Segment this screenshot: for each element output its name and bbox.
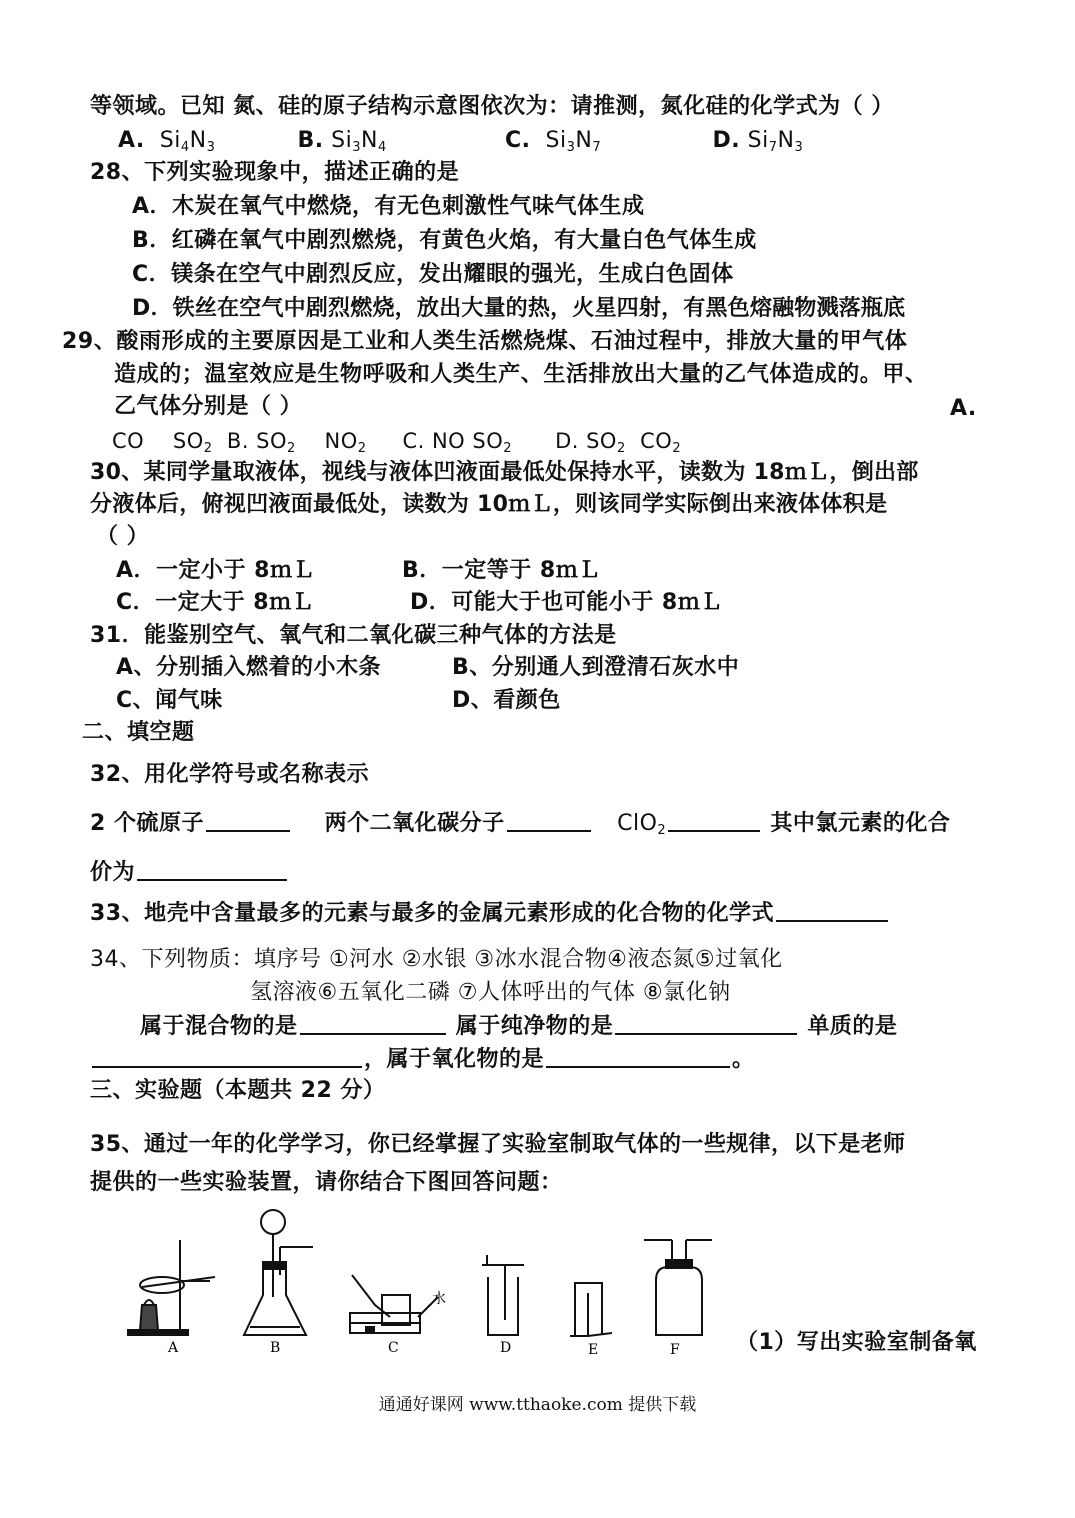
lab-apparatus-figure: [120, 1205, 740, 1355]
q29-line2: 造成的；温室效应是生物呼吸和人类生产、生活排放出大量的乙气体造成的。甲、: [114, 362, 928, 387]
q32-stem: 32、用化学符号或名称表示: [90, 762, 370, 787]
q31-option-d: D、看颜色: [452, 688, 561, 713]
apparatus-c: [350, 1275, 438, 1333]
q30-option-a: A．一定小于 8ｍＬ: [116, 558, 315, 583]
q33: 33、地壳中含量最多的元素与最多的金属元素形成的化合物的化学式: [90, 898, 890, 929]
q28-option-b: B．红磷在氧气中剧烈燃烧，有黄色火焰，有大量白色气体生成: [132, 228, 757, 253]
label-d: D: [500, 1340, 512, 1355]
apparatus-e: [570, 1283, 612, 1336]
q32-line1: 2 个硫原子 两个二氧化碳分子 ClO$_2$ 其中氯元素的化合: [90, 808, 950, 846]
q31-stem: 31．能鉴别空气、氧气和二氧化碳三种气体的方法是: [90, 623, 617, 648]
label-f: F: [670, 1342, 680, 1355]
q31-option-a: A、分别插入燃着的小木条: [116, 655, 382, 680]
water-label: 水: [432, 1291, 446, 1307]
q28-stem: 28、下列实验现象中，描述正确的是: [90, 160, 460, 185]
apparatus-b: [244, 1210, 313, 1335]
q28-option-a: A．木炭在氧气中燃烧，有无色刺激性气味气体生成: [132, 194, 645, 219]
apparatus-d: [482, 1255, 524, 1335]
label-c: C: [388, 1340, 399, 1355]
blank-elements[interactable]: [92, 1044, 362, 1068]
section-2-heading: 二、填空题: [82, 720, 195, 745]
q31-option-c: C、闻气味: [116, 688, 223, 713]
q30-line1: 30、某同学量取液体，视线与液体凹液面最低处保持水平，读数为 18ｍＬ，倒出部: [90, 460, 919, 485]
q30-option-c: C．一定大于 8ｍＬ: [116, 590, 315, 615]
blank-al2o3-formula[interactable]: [776, 898, 888, 922]
q31-option-b: B、分别通人到澄清石灰水中: [452, 655, 740, 680]
blank-oxides[interactable]: [546, 1044, 730, 1068]
section-3-heading: 三、实验题（本题共 22 分）: [90, 1078, 386, 1103]
q29-option-a-letter: A.: [950, 396, 977, 421]
q35-line1: 35、通过一年的化学学习，你已经掌握了实验室制取气体的一些规律，以下是老师: [90, 1132, 906, 1157]
q27-option-c: C. $Si_3N_7$: [505, 128, 602, 155]
q34-line2: 氢溶液⑥五氧化二磷 ⑦人体呼出的气体 ⑧氯化钠: [250, 980, 731, 1005]
blank-sulfur-atoms[interactable]: [206, 808, 290, 832]
q27-option-b: B. $Si_3N_4$: [297, 128, 387, 155]
blank-pure-substances[interactable]: [615, 1011, 797, 1035]
q35-sub1: （1）写出实验室制备氧: [736, 1330, 977, 1355]
q27-option-d: D. $Si_7N_3$: [712, 128, 804, 155]
label-a: A: [168, 1340, 179, 1355]
blank-co2-molecules[interactable]: [507, 808, 591, 832]
blank-clo2-name[interactable]: [668, 808, 760, 832]
q28-option-c: C．镁条在空气中剧烈反应，发出耀眼的强光，生成白色固体: [132, 262, 734, 287]
q29-line3: 乙气体分别是（ ）: [114, 394, 303, 419]
apparatus-a: [128, 1240, 215, 1335]
q27-option-a: A. $Si_4N_3$: [118, 128, 216, 155]
q30-line3: （ ）: [96, 524, 150, 549]
q32-line2: 价为: [90, 857, 289, 888]
q34-line3: 属于混合物的是 属于纯净物的是 单质的是: [140, 1011, 897, 1042]
q29-line1: 29、酸雨形成的主要原因是工业和人类生活燃烧煤、石油过程中，排放大量的甲气体: [62, 329, 908, 354]
blank-mixtures[interactable]: [300, 1011, 446, 1035]
q30-line2: 分液体后，俯视凹液面最低处，读数为 10ｍＬ，则该同学实际倒出来液体体积是: [90, 492, 888, 517]
q30-option-b: B．一定等于 8ｍＬ: [402, 558, 601, 583]
q28-option-d: D．铁丝在空气中剧烈燃烧，放出大量的热，火星四射，有黑色熔融物溅落瓶底: [132, 296, 906, 321]
q29-options: CO $SO_2$ B. $SO_2$ $NO_2$ C. NO $SO_2$ D. $SO_2$ $CO_2$: [112, 429, 682, 456]
q34-line1: 34、下列物质：填序号 ①河水 ②水银 ③冰水混合物④液态氮⑤过氧化: [90, 947, 783, 972]
q30-option-d: D．可能大于也可能小于 8ｍＬ: [410, 590, 723, 615]
q27-stem: 等领域。已知 氮、硅的原子结构示意图依次为：请推测，氮化硅的化学式为（ ）: [90, 94, 894, 119]
q35-line2: 提供的一些实验装置，请你结合下图回答问题：: [90, 1170, 563, 1195]
blank-chlorine-valence[interactable]: [137, 857, 287, 881]
footer-download-note: 通通好课网 www.tthaoke.com 提供下载: [378, 1395, 697, 1415]
q34-line4: ，属于氧化物的是 。: [90, 1044, 755, 1075]
label-e: E: [588, 1342, 599, 1355]
apparatus-f: [644, 1240, 712, 1335]
label-b: B: [270, 1340, 281, 1355]
